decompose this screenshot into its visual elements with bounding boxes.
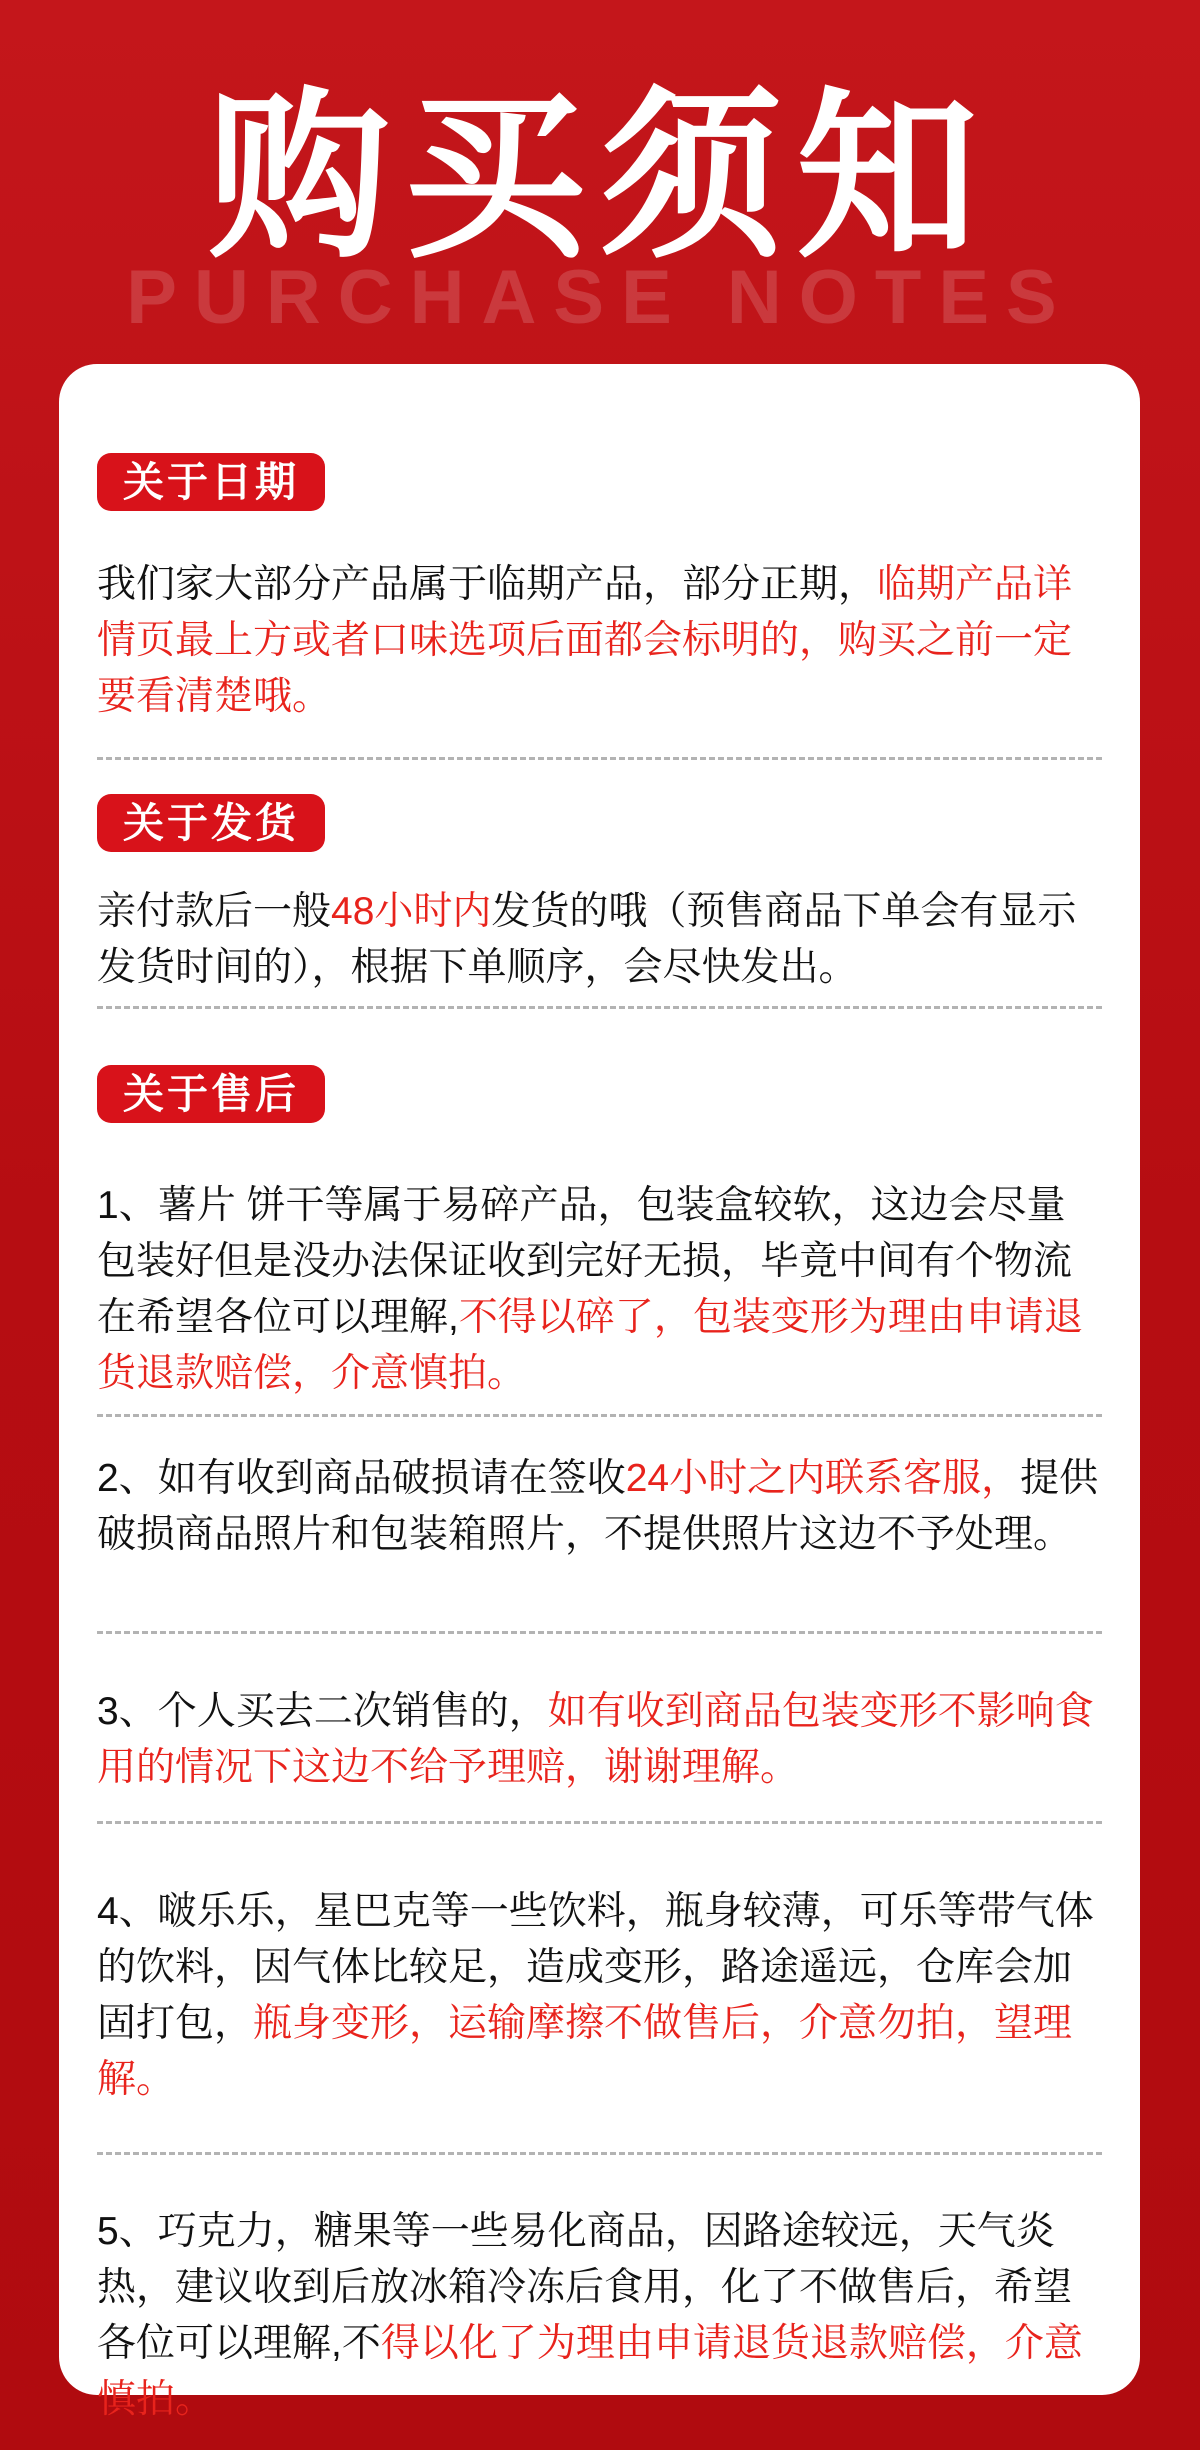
text-segment-highlight: 24小时之内联系客服，: [625, 1457, 1021, 1500]
dotted-divider: [97, 1631, 1102, 1634]
text-segment: 亲付款后一般: [97, 890, 332, 933]
header-banner: [0, 0, 1200, 364]
text-segment-highlight: 瓶身变形，运输摩擦不做售后，介意勿拍，望理解。: [97, 2002, 1073, 2101]
text-segment-highlight: 不得以碎了，包装变形为理由申请退货退款赔偿，介意慎拍。: [97, 1296, 1083, 1395]
text-segment: 2、如有收到商品破损请在签收: [97, 1457, 626, 1500]
dotted-divider: [97, 1414, 1102, 1417]
aftersales-item-4: [97, 1884, 1102, 2108]
watermark-text: PURCHASE NOTES: [126, 255, 1074, 340]
section-shipping-text: [97, 884, 1102, 996]
notes-card: [59, 364, 1140, 2421]
text-segment: 我们家大部分产品属于临期产品，部分正期，: [97, 563, 878, 606]
aftersales-item-2: [97, 1451, 1102, 1563]
text-segment: 1、薯片 饼干等属于易碎产品，包装盒较软，这边会尽量包装好但是没办法保证收到完好无损，毕竟中间有个物流在希望各位可以理解,: [97, 1184, 1073, 1339]
text-segment-highlight: 48小时内: [331, 890, 492, 933]
dotted-divider: [97, 757, 1102, 760]
dotted-divider: [97, 1821, 1102, 1824]
section-badge-shipping: 关于发货: [97, 794, 325, 852]
dotted-divider: [97, 2152, 1102, 2155]
text-segment: 提供破损商品照片和包装箱照片，不提供照片这边不予处理。: [97, 1457, 1099, 1556]
page-title: 购买须知: [208, 75, 992, 279]
aftersales-item-1: [97, 1178, 1102, 1402]
text-segment: 3、个人买去二次销售的，: [97, 1690, 548, 1733]
aftersales-item-3: [97, 1684, 1102, 1796]
text-segment: 4、啵乐乐，星巴克等一些饮料，瓶身较薄，可乐等带气体的饮料，因气体比较足，造成变形，路途遥远，仓库会加固打包，: [97, 1890, 1094, 2045]
section-badge-date: 关于日期: [97, 453, 325, 511]
section-date-text: [97, 557, 1102, 725]
text-segment-highlight: 如有收到商品包装变形不影响食用的情况下这边不给予理赔，谢谢理解。: [97, 1690, 1094, 1789]
aftersales-item-5: [97, 2204, 1102, 2428]
dotted-divider: [97, 1006, 1102, 1009]
text-segment-highlight: 得以化了为理由申请退货退款赔偿，介意慎拍。: [97, 2322, 1083, 2421]
text-segment: 5、巧克力，糖果等一些易化商品，因路途较远，天气炎热，建议收到后放冰箱冷冻后食用，化了不做售后，希望各位可以理解,不: [97, 2210, 1073, 2365]
text-segment: 发货的哦（预售商品下单会有显示发货时间的），根据下单顺序，会尽快发出。: [97, 890, 1077, 989]
text-segment-highlight: 临期产品详情页最上方或者口味选项后面都会标明的，购买之前一定要看清楚哦。: [97, 563, 1073, 718]
section-badge-aftersales: 关于售后: [97, 1065, 325, 1123]
